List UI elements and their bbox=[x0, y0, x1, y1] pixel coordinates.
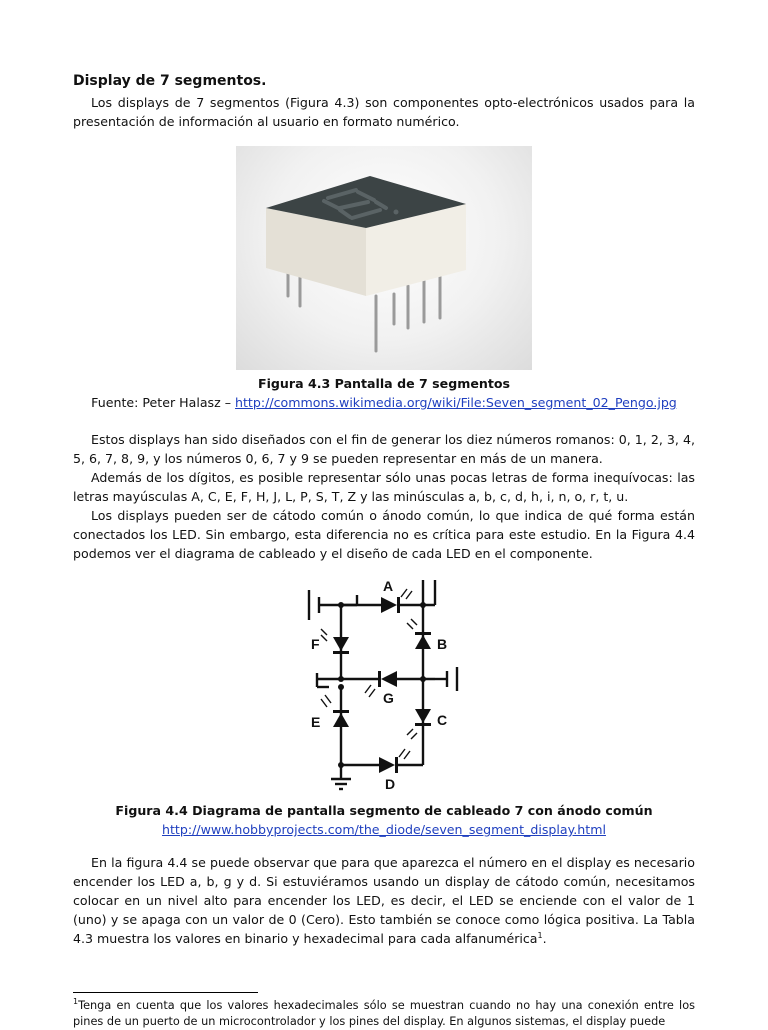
figure-4-3-source-link[interactable]: http://commons.wikimedia.org/wiki/File:Seven_segment_02_Pengo.jpg bbox=[235, 395, 677, 410]
figure-4-3-source-prefix: Fuente: Peter Halasz – bbox=[91, 395, 236, 410]
section-heading: Display de 7 segmentos. bbox=[73, 73, 267, 89]
footnote-divider bbox=[73, 992, 258, 993]
segment-label-b: B bbox=[437, 636, 448, 652]
paragraph-2: Además de los dígitos, es posible representar sólo unas pocas letras de forma inequívocas: las letras mayúsculas A, C, E, F, H, J, L, P, S, T, Z y las minúsculas a, b, c, d, h, i, n, o, r, t, u. bbox=[73, 470, 695, 504]
final-paragraph-text: En la figura 4.4 se puede observar que para que aparezca el número en el display es necesario encender los LED a, b, g y d. Si estuviéramos usando un display de cátodo común, necesitamos colocar en un nivel alto para encender los LED, es decir, el LED se enciende con el valor de 1 (uno) y se apaga con un valor de 0 (Cero). Esto también se conoce como lógica positiva. La Tabla 4.3 muestra los valores en binario y hexadecimal para cada alfanumérica bbox=[73, 855, 695, 946]
paragraph-1: Estos displays han sido diseñados con el fin de generar los diez números romanos: 0, 1, 2, 3, 4, 5, 6, 7, 8, 9, y los números 0, 6, 7 y 9 se pueden representar en más de un manera. bbox=[73, 432, 695, 466]
figure-4-3-caption: Figura 4.3 Pantalla de 7 segmentos bbox=[257, 376, 511, 391]
segment-label-d: D bbox=[385, 776, 396, 792]
figure-4-4-caption: Figura 4.4 Diagrama de pantalla segmento de cableado 7 con ánodo común bbox=[115, 803, 653, 818]
paragraph-3: Los displays pueden ser de cátodo común o ánodo común, lo que indica de qué forma están conectados los LED. Sin embargo, esta diferencia no es crítica para este estudio. En la Figura 4.4 podemos ver el diagrama de cableado y el diseño de cada LED en el componente. bbox=[73, 508, 695, 561]
segment-label-e: E bbox=[311, 714, 321, 730]
page-content bbox=[73, 70, 695, 948]
wiring-diagram bbox=[299, 575, 469, 795]
footnote-text: Tenga en cuenta que los valores hexadecimales sólo se muestran cuando no hay una conexión entre los pines de un puerto de un microcontrolador y los pines del display. En algunos sistemas, el display puede bbox=[73, 999, 695, 1028]
figure-4-4-source-link[interactable]: http://www.hobbyprojects.com/the_diode/seven_segment_display.html bbox=[162, 822, 606, 837]
figure-4-4-source bbox=[73, 820, 695, 839]
segment-label-c: C bbox=[437, 712, 448, 728]
intro-paragraph: Los displays de 7 segmentos (Figura 4.3) son componentes opto-electrónicos usados para la presentación de información al usuario en formato numérico. bbox=[73, 95, 695, 129]
segment-label-f: F bbox=[311, 636, 320, 652]
segment-label-a: A bbox=[383, 578, 394, 594]
footnote bbox=[73, 998, 695, 1030]
seven-segment-photo bbox=[236, 146, 532, 370]
footnote-reference[interactable]: 1 bbox=[537, 930, 543, 940]
figure-4-3-source bbox=[73, 393, 695, 412]
segment-label-g: G bbox=[383, 690, 394, 706]
seven-segment-photo-drawing bbox=[236, 146, 532, 370]
final-paragraph: En la figura 4.4 se puede observar que para que aparezca el número en el display es necesario encender los LED a, b, g y d. Si estuviéramos usando un display de cátodo común, necesitamos colocar en un nivel alto para encender los LED, es decir, el LED se enciende con el valor de 1 (uno) y se apaga con un valor de 0 (Cero). Esto también se conoce como lógica positiva. La Tabla 4.3 muestra los valores en binario y hexadecimal para cada alfanumérica$^1$. bbox=[73, 855, 695, 946]
footnote-number: 1 bbox=[73, 997, 79, 1007]
